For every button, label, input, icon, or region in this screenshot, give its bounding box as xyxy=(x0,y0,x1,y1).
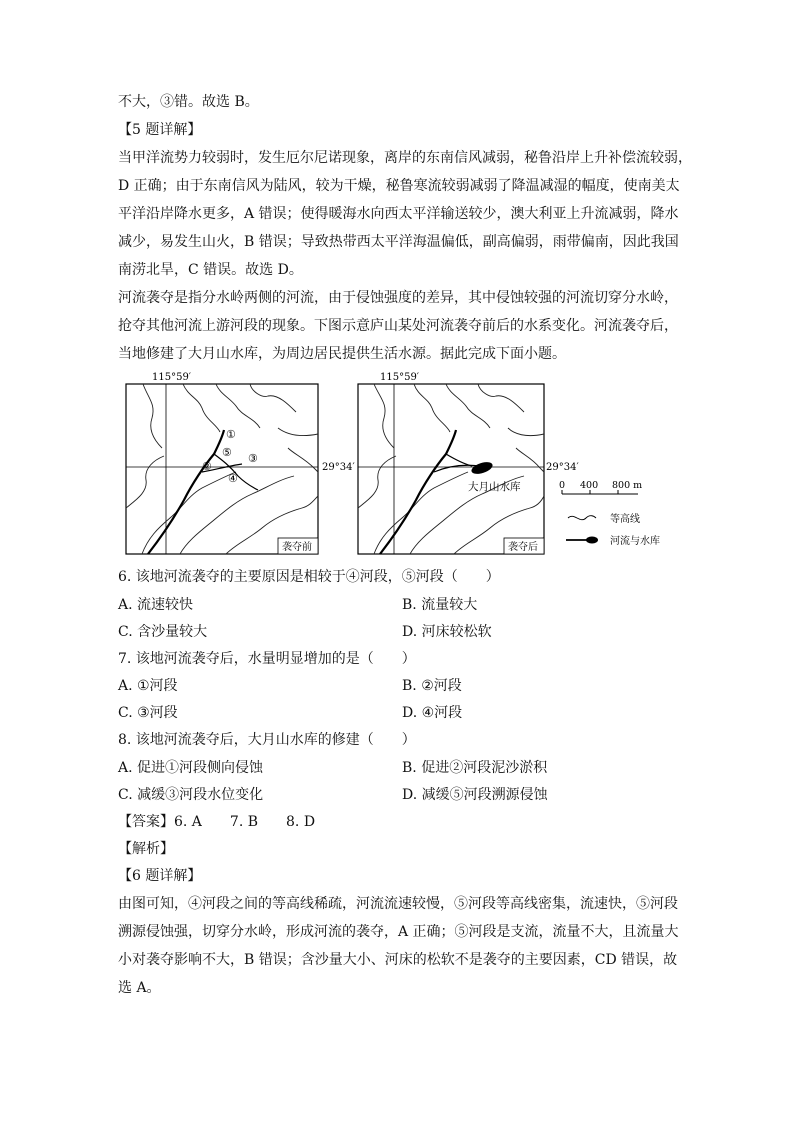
map-legend xyxy=(566,512,660,547)
main-river xyxy=(148,430,224,554)
question-8-option-b: B. 促进②河段泥沙淤积 xyxy=(402,760,548,776)
question-7-option-a: A. ①河段 xyxy=(118,678,178,694)
text-line: D 正确；由于东南信风为陆风，较为干燥，秘鲁寒流较弱减弱了降温减湿的幅度，使南美太 xyxy=(118,178,680,194)
segment-label-4: ④ xyxy=(228,472,238,485)
contour-line xyxy=(374,384,394,448)
question-7-option-c: C. ③河段 xyxy=(118,705,178,721)
longitude-label-right: 115°59′ xyxy=(380,372,420,383)
contour-line xyxy=(288,448,318,472)
explanation-line: 溯源侵蚀强，切穿分水岭，形成河流的袭夺，A 正确；⑤河段是支流，流量不大，且流量大 xyxy=(118,924,679,940)
explanation-line: 选 A。 xyxy=(118,980,161,996)
contour-line xyxy=(478,384,524,412)
contour-line xyxy=(358,456,396,508)
text-line: 河流袭夺是指分水岭两侧的河流，由于侵蚀强度的差异，其中侵蚀较强的河流切穿分水岭， xyxy=(118,290,678,306)
scale-label-0: 0 xyxy=(559,480,566,491)
section-heading: 【5 题详解】 xyxy=(118,122,202,138)
legend-reservoir-symbol xyxy=(586,537,598,544)
map-frame-right xyxy=(358,384,544,554)
question-7-stem: 7. 该地河流袭夺后，水量明显增加的是（ ） xyxy=(118,651,416,667)
contour-line xyxy=(508,428,544,436)
question-8-option-a: A. 促进①河段侧向侵蚀 xyxy=(118,760,264,776)
legend-contour-symbol xyxy=(568,516,596,520)
segment-label-3: ③ xyxy=(248,452,258,465)
contours-left xyxy=(126,384,318,554)
text-line: 平洋沿岸降水更多，A 错误；使得暖海水向西太平洋输送较少，澳大利亚上升流减弱，降水 xyxy=(118,206,679,222)
q6-detail-label: 【6 题详解】 xyxy=(118,868,202,884)
map-frame-left xyxy=(126,384,318,554)
rivers-left xyxy=(148,430,258,554)
question-8-option-d: D. 减缓⑤河段溯源侵蚀 xyxy=(402,787,548,803)
question-8-option-c: C. 减缓③河段水位变化 xyxy=(118,787,264,803)
latitude-label-left: 29°34′ xyxy=(322,462,355,473)
panel-caption-after: 袭夺后 xyxy=(508,542,538,553)
question-8-stem: 8. 该地河流袭夺后，大月山水库的修建（ ） xyxy=(118,732,416,748)
text-line: 南涝北旱，C 错误。故选 D。 xyxy=(118,262,303,278)
question-6-option-d: D. 河床较松软 xyxy=(402,624,492,640)
segment-label-1: ① xyxy=(226,428,236,441)
segment-label-2: ② xyxy=(202,460,212,473)
legend-river-label: 河流与水库 xyxy=(610,536,660,547)
text-line: 当地修建了大月山水库，为周边居民提供生活水源。据此完成下面小题。 xyxy=(118,346,566,362)
panel-after xyxy=(358,372,579,554)
text-line: 不大，③错。故选 B。 xyxy=(118,94,259,110)
reservoir-label: 大月山水库 xyxy=(468,481,521,493)
panel-caption-before: 袭夺前 xyxy=(282,542,312,553)
text-line: 抢夺其他河流上游河段的现象。下图示意庐山某处河流袭夺前后的水系变化。河流袭夺后， xyxy=(118,318,678,334)
question-6-option-b: B. 流量较大 xyxy=(402,597,478,613)
contour-line xyxy=(143,384,162,448)
scale-label-400: 400 xyxy=(580,480,599,491)
contour-line xyxy=(446,384,490,428)
scale-bar xyxy=(559,480,642,494)
scale-label-800: 800 m xyxy=(612,480,643,491)
analysis-label: 【解析】 xyxy=(118,841,174,857)
contour-line xyxy=(250,384,296,412)
panel-before xyxy=(126,372,355,554)
legend-contour-label: 等高线 xyxy=(610,514,640,525)
question-7-option-d: D. ④河段 xyxy=(402,705,463,721)
contours-right xyxy=(358,384,544,554)
text-line: 减少，易发生山火，B 错误；导致热带西太平洋海温偏低，副高偏弱，雨带偏南，因此我国 xyxy=(118,234,679,250)
answer-line: 【答案】6. A 7. B 8. D xyxy=(118,814,316,830)
tributary-river xyxy=(446,454,472,466)
main-river xyxy=(380,430,456,554)
latitude-label-right: 29°34′ xyxy=(546,462,579,473)
river-capture-map xyxy=(118,368,698,558)
contour-line xyxy=(414,384,450,432)
question-6-option-c: C. 含沙量较大 xyxy=(118,624,208,640)
rivers-right xyxy=(380,430,480,554)
reservoir-shape xyxy=(470,460,494,476)
contour-line xyxy=(126,456,164,508)
explanation-line: 由图可知，④河段之间的等高线稀疏，河流流速较慢，⑤河段等高线密集，流速快，⑤河段 xyxy=(118,896,678,912)
question-6-option-a: A. 流速较快 xyxy=(118,597,194,613)
contour-line xyxy=(180,476,294,554)
longitude-label-left: 115°59′ xyxy=(152,372,192,383)
contour-line xyxy=(278,428,318,436)
river-capture-figure xyxy=(118,368,698,558)
contour-line xyxy=(516,448,544,472)
segment-label-5: ⑤ xyxy=(222,446,232,459)
contour-line xyxy=(183,384,220,432)
question-7-option-b: B. ②河段 xyxy=(402,678,462,694)
explanation-line: 小对袭夺影响不大，B 错误；含沙量大小、河床的松软不是袭夺的主要因素，CD 错误，故 xyxy=(118,952,678,968)
text-line: 当甲洋流势力较弱时，发生厄尔尼诺现象，离岸的东南信风减弱，秘鲁沿岸上升补偿流较弱， xyxy=(118,150,692,166)
question-6-stem: 6. 该地河流袭夺的主要原因是相较于④河段，⑤河段（ ） xyxy=(118,569,500,585)
